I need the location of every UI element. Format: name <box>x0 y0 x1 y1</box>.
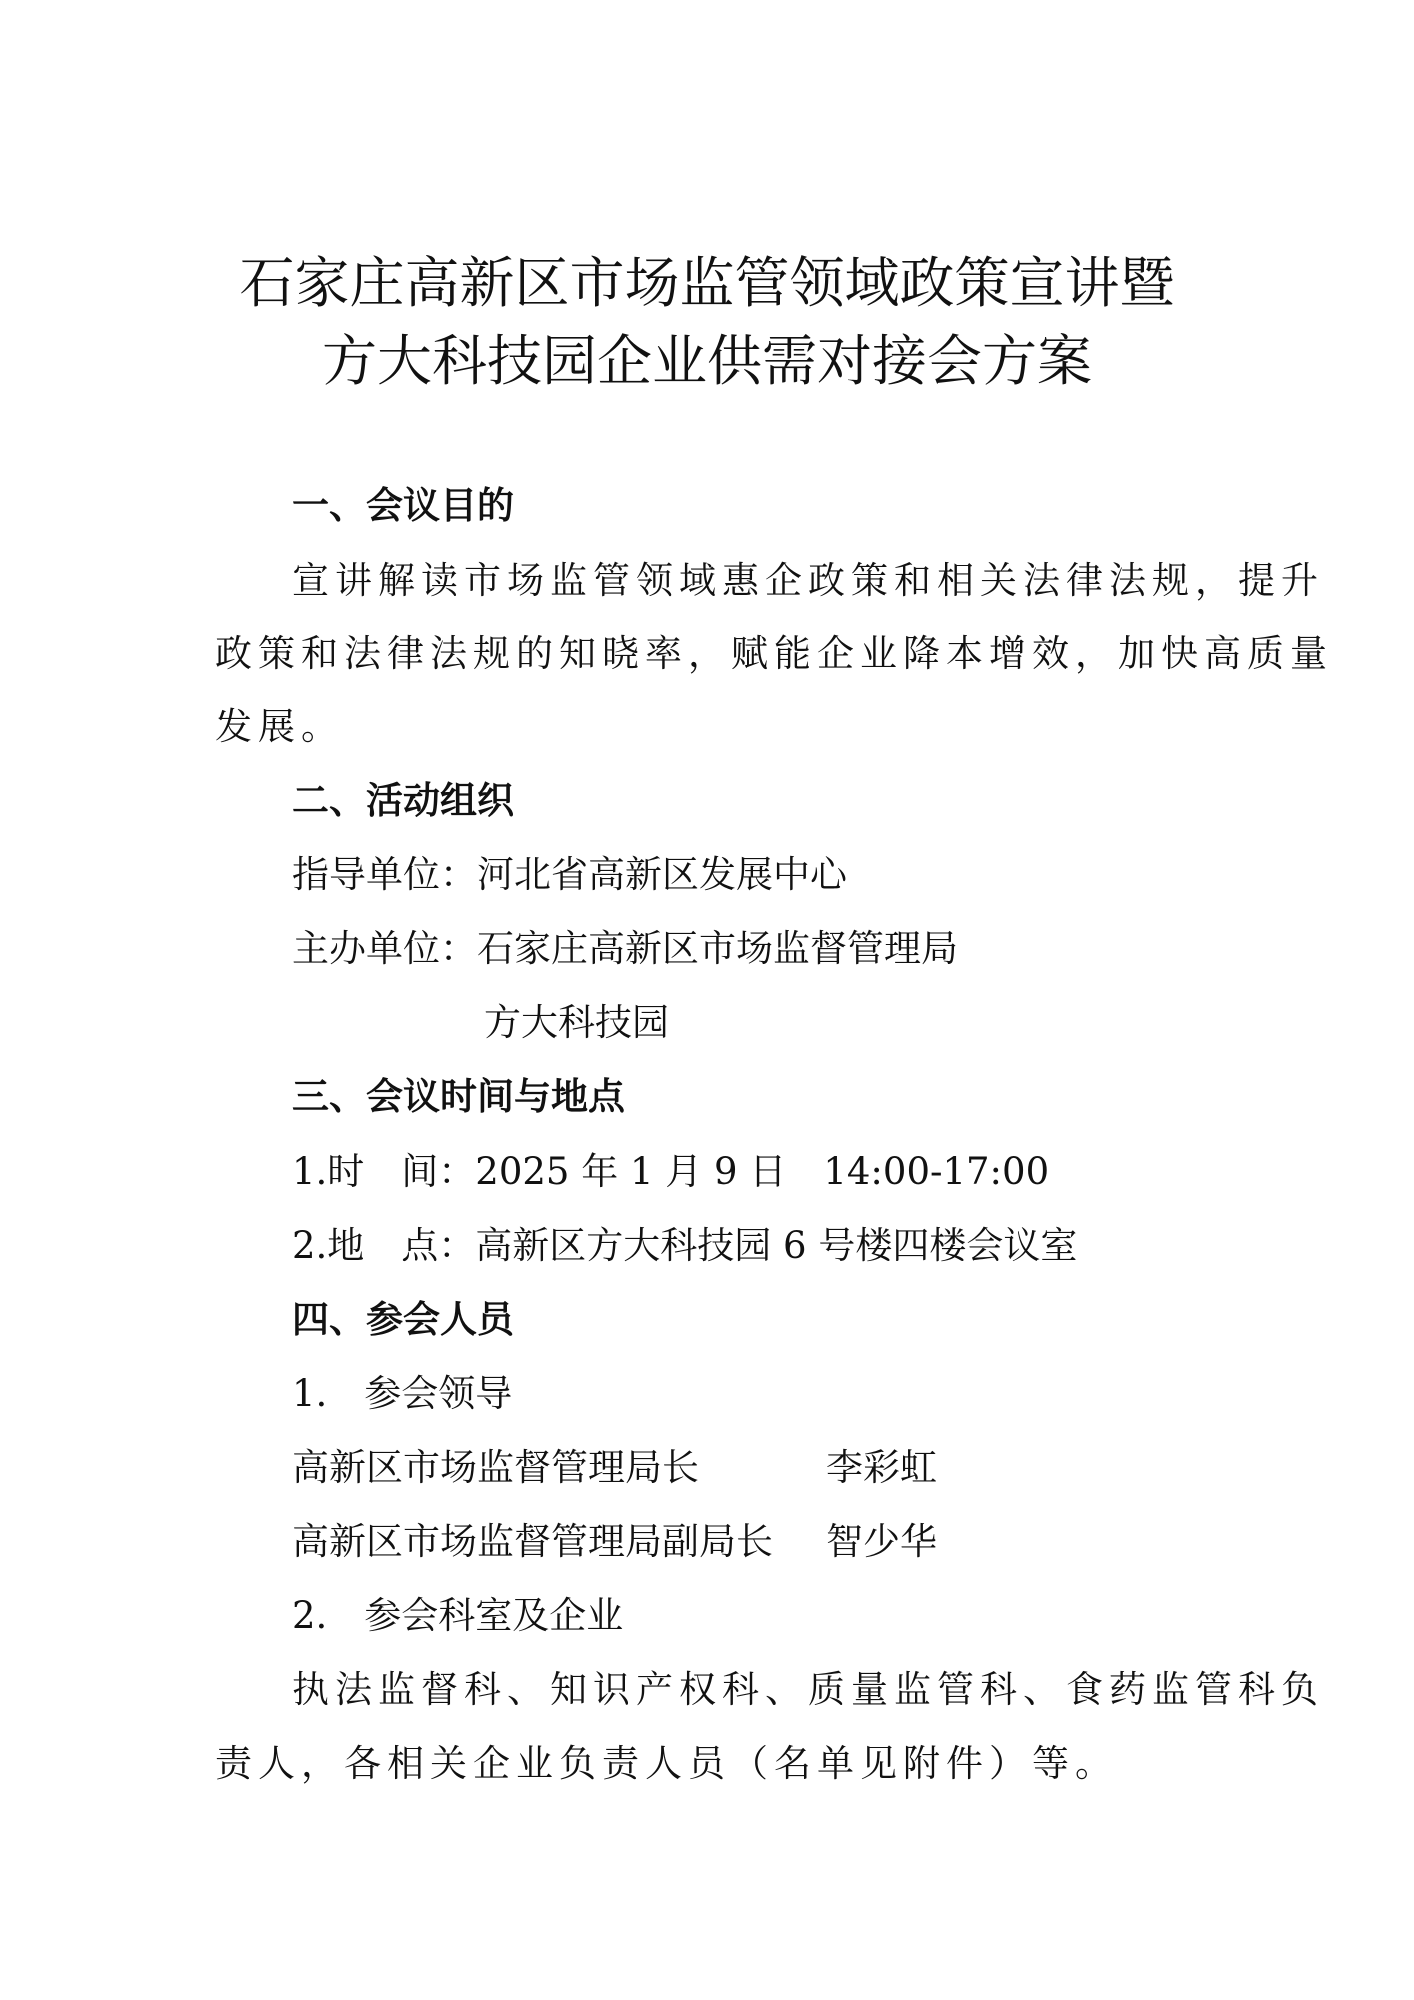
attending-leaders-subheading: 1. 参会领导 <box>292 1372 513 1415</box>
section-1-paragraph-line-2: 政策和法律法规的知晓率，赋能企业降本增效，加快高质量 <box>215 632 1333 675</box>
document-title-line-2: 方大科技园企业供需对接会方案 <box>321 329 1092 393</box>
section-4-paragraph-line-2: 责人，各相关企业负责人员（名单见附件）等。 <box>215 1742 1118 1785</box>
meeting-place: 2.地 点：高新区方大科技园 6 号楼四楼会议室 <box>292 1224 1078 1267</box>
guiding-unit: 指导单位：河北省高新区发展中心 <box>292 853 847 896</box>
section-4-heading: 四、参会人员 <box>292 1298 514 1341</box>
section-1-heading: 一、会议目的 <box>292 484 514 527</box>
section-1-paragraph-line-3: 发展。 <box>215 705 344 748</box>
section-4-paragraph-line-1: 执法监督科、知识产权科、质量监管科、食药监管科负 <box>292 1668 1324 1711</box>
document-title-line-1: 石家庄高新区市场监管领域政策宣讲暨 <box>239 251 1175 315</box>
meeting-time: 1.时 间：2025 年 1 月 9 日 14:00-17:00 <box>292 1150 1050 1193</box>
leader-1-title: 高新区市场监督管理局长 <box>292 1446 699 1489</box>
leader-2-title: 高新区市场监督管理局副局长 <box>292 1520 773 1563</box>
host-unit-2: 方大科技园 <box>484 1001 669 1044</box>
host-unit: 主办单位：石家庄高新区市场监督管理局 <box>292 927 958 970</box>
section-2-heading: 二、活动组织 <box>292 779 514 822</box>
attending-departments-subheading: 2. 参会科室及企业 <box>292 1594 624 1637</box>
leader-2-name: 智少华 <box>826 1520 937 1563</box>
section-1-paragraph-line-1: 宣讲解读市场监管领域惠企政策和相关法律法规，提升 <box>292 559 1324 602</box>
section-3-heading: 三、会议时间与地点 <box>292 1075 625 1118</box>
leader-1-name: 李彩虹 <box>826 1446 937 1489</box>
